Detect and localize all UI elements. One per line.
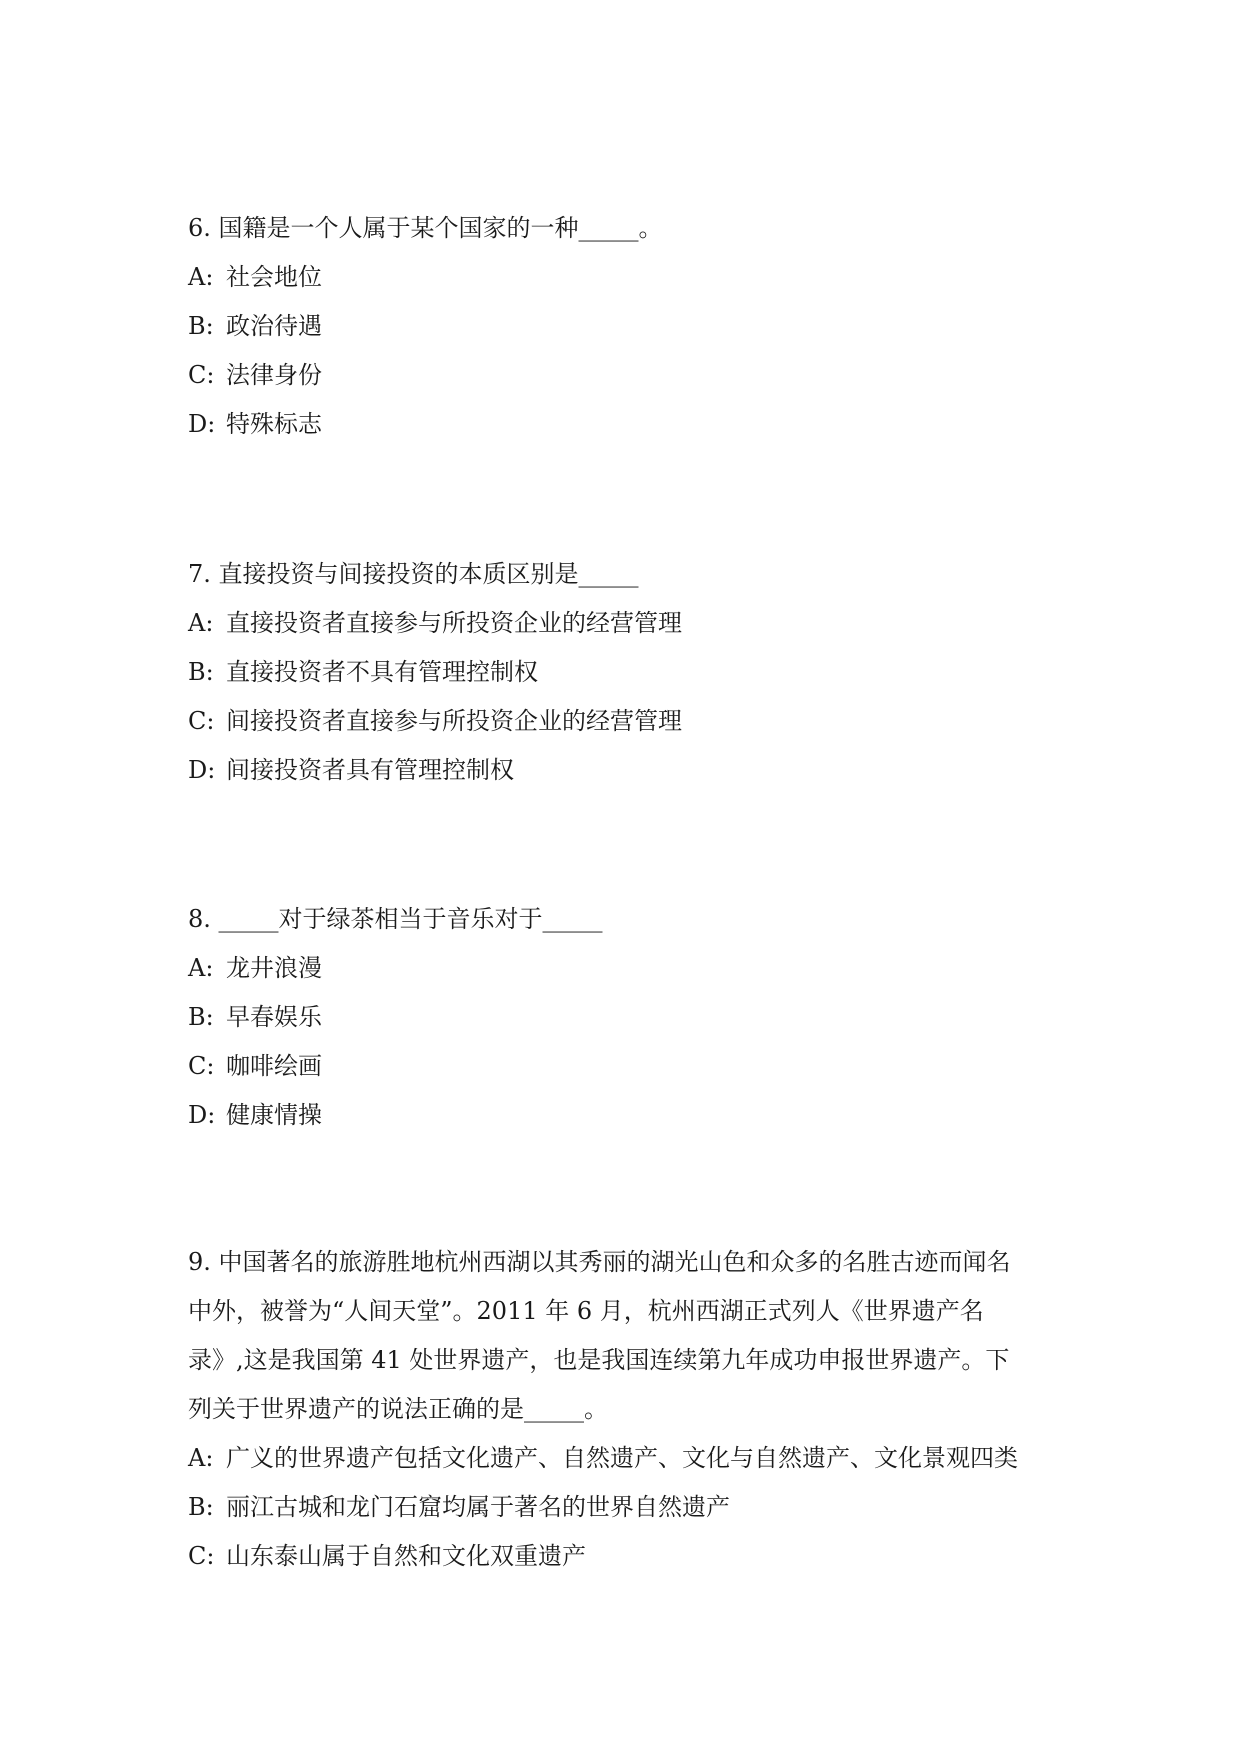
option-text: 丽江古城和龙门石窟均属于著名的世界自然遗产 [226, 1493, 730, 1521]
option-c [188, 351, 1068, 400]
option-b [188, 302, 1068, 351]
option-letter: C: [188, 1542, 215, 1570]
stem-line: 9. 中国著名的旅游胜地杭州西湖以其秀丽的湖光山色和众多的名胜古迹而闻名 [188, 1248, 1011, 1276]
option-letter: B: [188, 1003, 214, 1031]
option-letter: B: [188, 312, 214, 340]
question-stem [188, 895, 1068, 944]
option-letter: A: [188, 954, 214, 982]
option-letter: A: [188, 609, 214, 637]
question-9 [188, 1238, 1068, 1581]
option-d [188, 746, 1068, 795]
option-letter: B: [188, 658, 214, 686]
option-letter: D: [188, 410, 216, 438]
question-8 [188, 895, 1068, 1140]
option-text: 广义的世界遗产包括文化遗产、自然遗产、文化与自然遗产、文化景观四类 [226, 1444, 1018, 1472]
option-c [188, 1532, 1068, 1581]
option-text: 健康情操 [226, 1101, 322, 1129]
option-text: 间接投资者直接参与所投资企业的经营管理 [226, 707, 682, 735]
option-a [188, 253, 1068, 302]
option-d [188, 1091, 1068, 1140]
option-c [188, 697, 1068, 746]
option-letter: C: [188, 707, 215, 735]
stem-line: 中外，被誉为“人间天堂”。2011 年 6 月，杭州西湖正式列人《世界遗产名 [188, 1297, 984, 1325]
option-b [188, 1483, 1068, 1532]
option-text: 社会地位 [226, 263, 322, 291]
option-letter: A: [188, 263, 214, 291]
option-text: 龙井浪漫 [226, 954, 322, 982]
option-text: 间接投资者具有管理控制权 [226, 756, 514, 784]
option-letter: B: [188, 1493, 214, 1521]
option-text: 山东泰山属于自然和文化双重遗产 [226, 1542, 586, 1570]
question-7 [188, 550, 1068, 795]
option-text: 直接投资者直接参与所投资企业的经营管理 [226, 609, 682, 637]
stem-line: 8. _____对于绿茶相当于音乐对于_____ [188, 905, 603, 933]
option-b [188, 648, 1068, 697]
option-text: 咖啡绘画 [226, 1052, 322, 1080]
stem-line: 7. 直接投资与间接投资的本质区别是_____ [188, 560, 639, 588]
question-stem [188, 1238, 1068, 1434]
option-letter: D: [188, 1101, 216, 1129]
option-text: 直接投资者不具有管理控制权 [226, 658, 538, 686]
option-b [188, 993, 1068, 1042]
question-6 [188, 204, 1068, 449]
stem-line: 录》,这是我国第 41 处世界遗产，也是我国连续第九年成功申报世界遗产。下 [188, 1346, 1010, 1374]
option-text: 早春娱乐 [226, 1003, 322, 1031]
stem-line: 6. 国籍是一个人属于某个国家的一种_____。 [188, 214, 663, 242]
option-text: 政治待遇 [226, 312, 322, 340]
option-a [188, 599, 1068, 648]
option-c [188, 1042, 1068, 1091]
option-letter: C: [188, 1052, 215, 1080]
stem-line: 列关于世界遗产的说法正确的是_____。 [188, 1395, 608, 1423]
question-stem [188, 550, 1068, 599]
question-stem [188, 204, 1068, 253]
option-letter: A: [188, 1444, 214, 1472]
option-a [188, 944, 1068, 993]
option-d [188, 400, 1068, 449]
option-letter: D: [188, 756, 216, 784]
option-text: 特殊标志 [226, 410, 322, 438]
option-a [188, 1434, 1068, 1483]
option-letter: C: [188, 361, 215, 389]
option-text: 法律身份 [226, 361, 322, 389]
